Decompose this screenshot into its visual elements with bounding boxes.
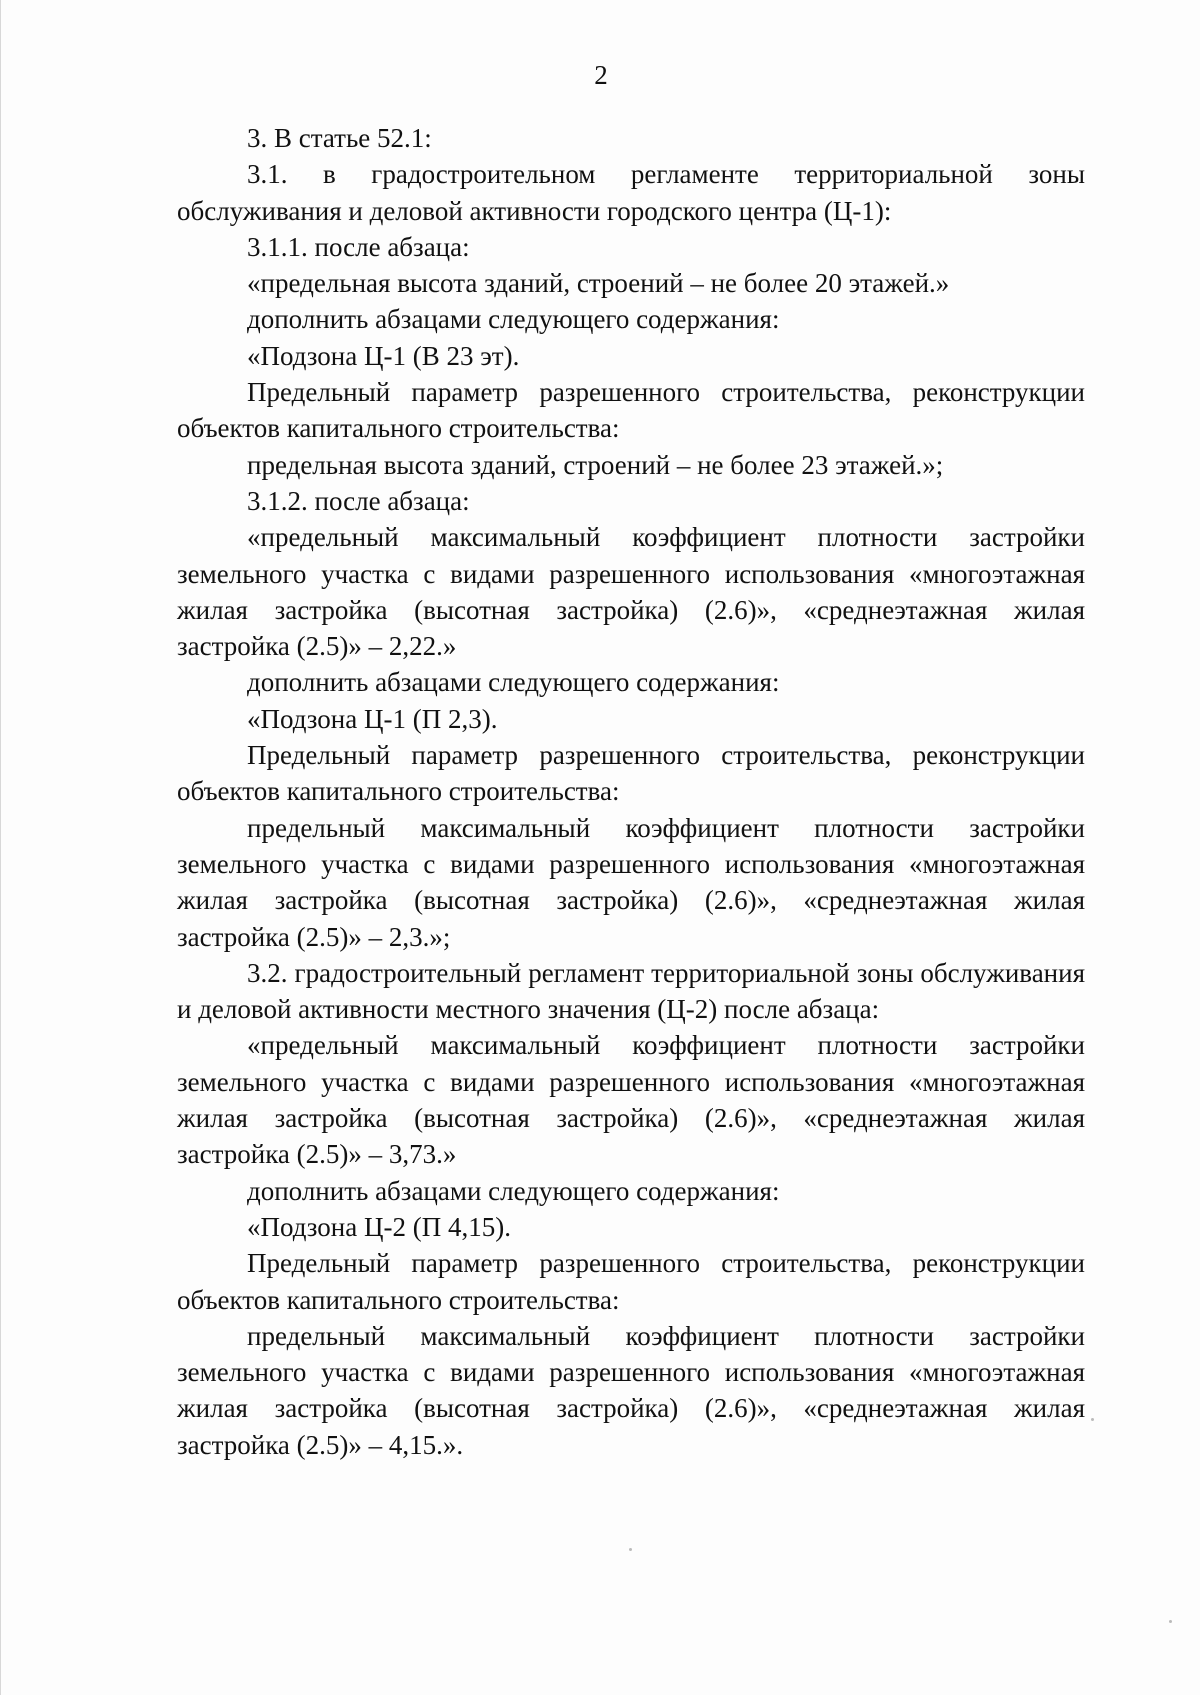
paragraph-article-52-1: 3. В статье 52.1: — [247, 123, 432, 153]
page-number: 2 — [594, 60, 608, 90]
paragraph-supplement-1: дополнить абзацами следующего содержания: — [247, 304, 780, 335]
paragraph-quote-density-2-22: «предельный максимальный коэффициент плотности застройки земельного участка с видами разрешенного использования «многоэтажная жилая застройка (высотная застройка) (2.6)», «среднеэтажная жилая застройка (2.5)» – 2,22.» — [177, 522, 1085, 662]
scan-speck — [1169, 1620, 1172, 1623]
paragraph-limit-parameter-3: Предельный параметр разрешенного строительства, реконструкции объектов капитального строительства: — [177, 1248, 1085, 1315]
scan-speck — [1091, 1418, 1094, 1421]
paragraph-supplement-3: дополнить абзацами следующего содержания: — [247, 1175, 780, 1206]
paragraph-subzone-c1-b23: «Подзона Ц-1 (В 23 эт). — [247, 340, 520, 371]
paragraph-3-1-1: 3.1.1. после абзаца: — [247, 231, 470, 262]
paragraph-3-1: 3.1. в градостроительном регламенте территориальной зоны обслуживания и деловой активности городского центра (Ц-1): — [177, 159, 1085, 226]
paragraph-limit-parameter-1: Предельный параметр разрешенного строительства, реконструкции объектов капитального строительства: — [177, 377, 1085, 444]
paragraph-supplement-2: дополнить абзацами следующего содержания: — [247, 667, 780, 698]
paragraph-3-2: 3.2. градостроительный регламент территориальной зоны обслуживания и деловой активности местного значения (Ц-2) после абзаца: — [177, 957, 1085, 1025]
paragraph-density-4-15: предельный максимальный коэффициент плотности застройки земельного участка с видами разрешенного использования «многоэтажная жилая застройка (высотная застройка) (2.6)», «среднеэтажная жилая застройка (2.5)» – 4,15.». — [177, 1320, 1085, 1460]
document-body — [177, 120, 1085, 1463]
paragraph-height-23: предельная высота зданий, строений – не более 23 этажей.»; — [247, 449, 944, 480]
paragraph-3-1-2: 3.1.2. после абзаца: — [247, 485, 470, 516]
paragraph-subzone-c1-p23: «Подзона Ц-1 (П 2,3). — [247, 703, 498, 734]
paragraph-density-2-3: предельный максимальный коэффициент плотности застройки земельного участка с видами разрешенного использования «многоэтажная жилая застройка (высотная застройка) (2.6)», «среднеэтажная жилая застройка (2.5)» – 2,3.»; — [177, 812, 1085, 952]
scan-speck — [629, 1548, 632, 1551]
paragraph-quote-height-20: «предельная высота зданий, строений – не более 20 этажей.» — [247, 268, 950, 299]
paragraph-subzone-c2-p415: «Подзона Ц-2 (П 4,15). — [247, 1211, 511, 1242]
paragraph-quote-density-3-73: «предельный максимальный коэффициент плотности застройки земельного участка с видами разрешенного использования «многоэтажная жилая застройка (высотная застройка) (2.6)», «среднеэтажная жилая застройка (2.5)» – 3,73.» — [177, 1030, 1085, 1170]
paragraph-limit-parameter-2: Предельный параметр разрешенного строительства, реконструкции объектов капитального строительства: — [177, 740, 1085, 807]
